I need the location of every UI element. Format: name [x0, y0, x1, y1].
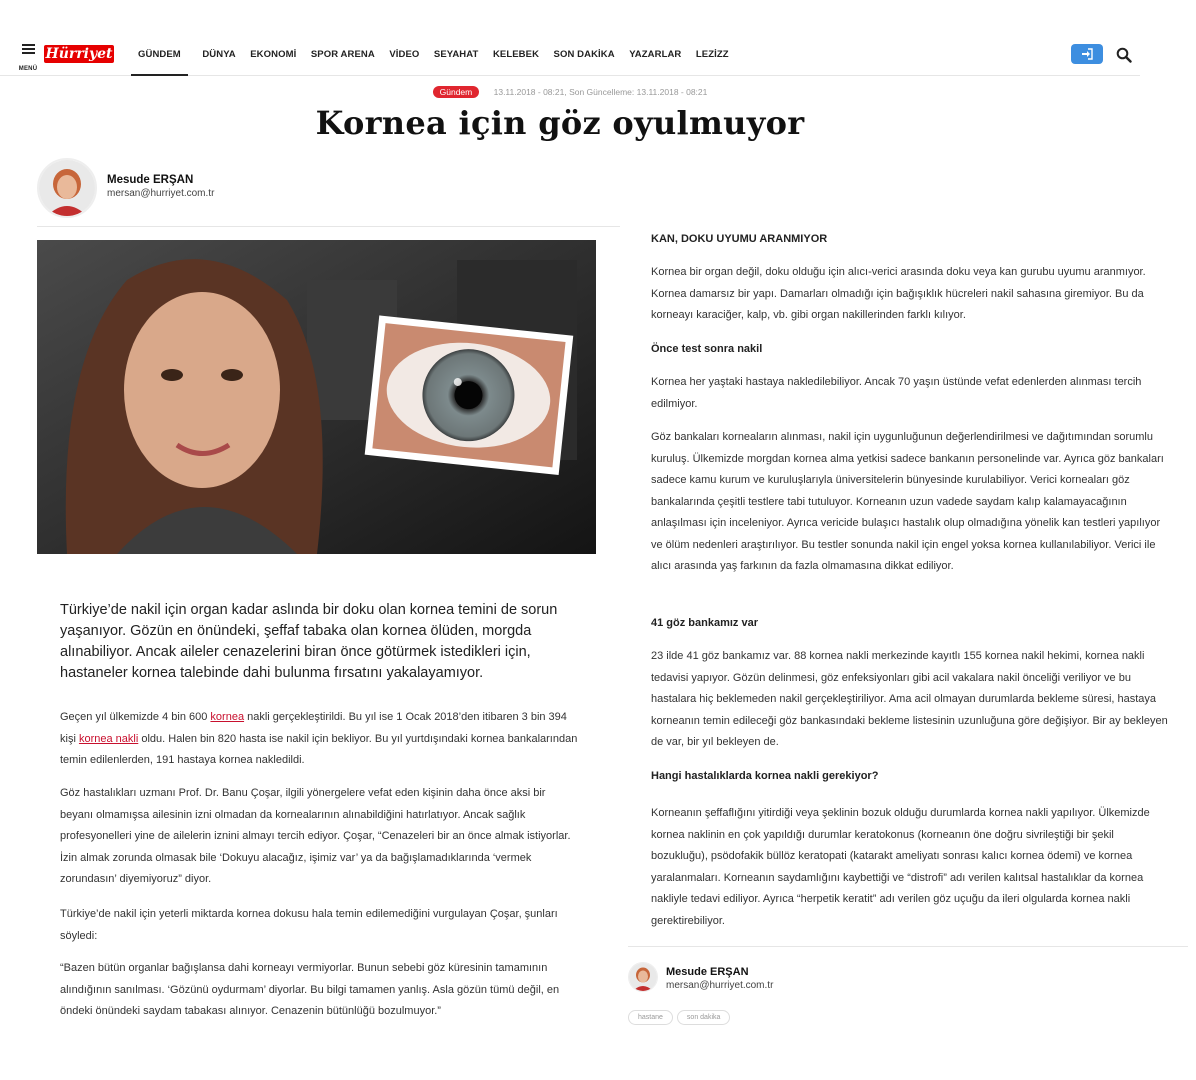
menu-label: MENÜ — [18, 66, 38, 72]
author-email-bottom[interactable]: mersan@hurriyet.com.tr — [666, 980, 774, 991]
nav-item-ekonomi[interactable]: EKONOMİ — [250, 49, 297, 60]
paragraph-4: “Bazen bütün organlar bağışlansa dahi korneayı vermiyorlar. Bunun sebebi göz küresinin tamamının alındığının sanılması. ‘Gözünü oydurmam’ diyorlar. Bu bilgi tamamen yanlış. Asla gözün tümü değil, en öndeki önündeki saydam tabakası alınıyor. Cenazenin bütünlüğü bozulmuyor.” — [60, 962, 560, 1017]
eye-doctor-photo — [37, 240, 596, 554]
menu-button[interactable] — [17, 44, 39, 75]
search-icon[interactable] — [1116, 47, 1132, 63]
right-paragraph-2: Kornea her yaştaki hastaya nakledilebiliyor. Ancak 70 yaşın üstünde vefat edenlerden alınması tercih edilmiyor. — [651, 376, 1142, 410]
paragraph-3: Türkiye’de nakil için yeterli miktarda kornea dokusu hala temin edilemediğini vurgulayan Çoşar, şunları söyledi: — [60, 908, 558, 942]
author-email[interactable]: mersan@hurriyet.com.tr — [107, 188, 215, 199]
tag-list — [628, 1010, 734, 1025]
author-avatar[interactable] — [37, 158, 97, 218]
right-paragraph-3: Göz bankaları korneaların alınması, nakil için uygunluğunun değerlendirilmesi ve dağıtımından sorumlu kuruluş. Ülkemizde morgdan kornea alma yetkisi sadece bankanın personelinde var. Ayrıca göz bankaları sadece kamu kurum ve kuruluşlarıyla üniversitelerin bünyesinde kurulabiliyor. Verici korneaları göz bankalarında çeşitli testlere tabi tutuluyor. Korneanın uzun vadede saydam kalıp kalamayacağının anlaşılması için inceleniyor. Ayrıca vericide bulaşıcı hastalık olup olmadığına yönelik kan testleri yapılıyor ve ölüm nedenleri araştırılıyor. Bu testler sonunda nakil için engel yoksa kornea kullanılabiliyor. Verici ile alıcı arasında yaş farkının da fazla olmamasına dikkat ediliyor. — [651, 431, 1164, 572]
subheading-once-test: Önce test sonra nakil — [651, 343, 763, 355]
author-box-bottom — [628, 960, 928, 996]
nav-item-lezizz[interactable]: LEZİZZ — [695, 49, 729, 60]
paragraph-1-text-a: Geçen yıl ülkemizde 4 bin 600 — [60, 711, 211, 723]
article-title: Kornea için göz oyulmuyor — [315, 104, 805, 142]
subheading-41-goz: 41 göz bankamız var — [651, 617, 758, 629]
site-header — [0, 0, 1140, 76]
author-name-bottom[interactable]: Mesude ERŞAN — [666, 966, 749, 978]
right-paragraph-4: 23 ilde 41 göz bankamız var. 88 kornea nakli merkezinde kayıtlı 155 kornea nakil hekimi, kornea nakli tedavisi yapıyor. Gözün delinmesi, göz enfeksiyonları gibi acil vakalara nakil önceliği veriliyor ve bu hastalara hiç beklemeden nakil gerçekleştiriliyor. Ama acil olmayan durumlarda bekleme süresi, hastaya korneanın temin edileceği göz bankasındaki bekleme listesinin uzunluğuna göre değişiyor. Bir ay bekleyen de var, bir yıl bekleyen de. — [651, 650, 1168, 748]
nav-item-son-dakika[interactable]: SON DAKİKA — [553, 49, 615, 60]
article-meta — [0, 86, 1140, 98]
author-avatar-small[interactable] — [628, 962, 658, 992]
nav-item-spor-arena[interactable]: SPOR ARENA — [310, 49, 375, 60]
link-kornea[interactable]: kornea — [210, 711, 245, 723]
article-dates: 13.11.2018 - 08:21, Son Güncelleme: 13.11.2018 - 08:21 — [493, 87, 708, 97]
tag-hastane[interactable]: hastane — [628, 1010, 673, 1025]
author-box — [37, 158, 620, 227]
login-button[interactable] — [1071, 44, 1103, 64]
right-paragraph-5: Korneanın şeffaflığını yitirdiği veya şeklinin bozuk olduğu durumlarda kornea nakli yapılıyor. Ülkemizde kornea naklinin en çok yapıldığı durumlar keratokonus (korneanın öne doğru sivrileştiği bir şekil bozukluğu), psödofakik büllöz keratopati (katarakt ameliyatı sonrası kalıcı kornea ödemi) ve kornea yaralanmaları. Korneanın saydamlığını kaybettiği ve “distrofi” adı verilen kalıtsal hastalıklar da kornea nakliyle tedavi ediliyor. Ayrıca “herpetik keratit” adı verilen göz uçuğu da ileri olgularda kornea nakli gerektirebiliyor. — [651, 807, 1150, 927]
paragraph-1-text-c: oldu. Halen bin 820 hasta ise nakil için bekliyor. Bu yıl yurtdışındaki kornea bankalarından temin edilenlerden, 191 hastaya kornea nakledildi. — [60, 732, 578, 766]
nav-item-video[interactable]: VİDEO — [389, 49, 420, 60]
paragraph-1-text-b: nakli gerçekleştirildi. Bu yıl ise 1 Ocak 2018’den itibaren 3 bin 394 kişi — [60, 711, 567, 745]
main-nav — [131, 36, 743, 76]
subheading-hangi-hastaliklar: Hangi hastalıklarda kornea nakli gerekiyor? — [651, 770, 879, 782]
site-logo[interactable]: Hürriyet — [45, 46, 113, 62]
sign-in-icon — [1081, 48, 1093, 60]
author-name[interactable]: Mesude ERŞAN — [107, 174, 194, 186]
link-kornea-nakli[interactable]: kornea nakli — [78, 732, 139, 745]
tag-son-dakika[interactable]: son dakika — [677, 1010, 730, 1025]
nav-item-gundem[interactable]: GÜNDEM — [131, 36, 188, 76]
author-portrait-icon — [39, 160, 95, 216]
right-paragraph-1: Kornea bir organ değil, doku olduğu için alıcı-verici arasında doku veya kan gurubu uyumu aranmıyor. Kornea damarsız bir yapı. Damarları olmadığı için bağışıklık hücreleri nakil sahasına giremiyor. Bu da korneayı karaciğer, kalp, vb. gibi organ nakillerinden farklı kılıyor. — [651, 266, 1146, 321]
article-lead: Türkiye’de nakil için organ kadar aslında bir doku olan kornea temini de sorun yaşanıyor. Gözün en önündeki, şeffaf tabaka olan kornea ölüden, morgda alınabiliyor. Ancak aileler cenazelerini biran önce götürmek istedikleri için, hastaneler kornea talebinde dahi bulunma fırsatını yakalayamıyor. — [60, 602, 558, 681]
hamburger-icon — [22, 44, 35, 54]
hero-image — [37, 240, 596, 554]
divider — [628, 946, 1188, 947]
nav-item-seyahat[interactable]: SEYAHAT — [433, 49, 479, 60]
paragraph-1 — [60, 707, 580, 772]
nav-item-yazarlar[interactable]: YAZARLAR — [629, 49, 682, 60]
paragraph-2: Göz hastalıkları uzmanı Prof. Dr. Banu Çoşar, ilgili yönergelere vefat eden kişinin daha önce aksi bir beyanı olmamışsa ailesinin izni olmadan da kornealarının alınabildiğini hatırlatıyor. Ancak sağlık profesyonelleri yine de ailelerin iznini almayı tercih ediyor. Çoşar, “Cenazeleri bir an önce almak istiyorlar. İzin almak zorunda olmasak bile ‘Dokuyu alacağız, işimiz var’ ya da bağışlamadıklarında ‘vermek zorundasın’ diyemiyoruz” diyor. — [60, 787, 571, 885]
nav-item-kelebek[interactable]: KELEBEK — [492, 49, 540, 60]
subheading-kan-doku: KAN, DOKU UYUMU ARANMIYOR — [651, 233, 828, 245]
nav-item-dunya[interactable]: DÜNYA — [202, 49, 236, 60]
author-portrait-small-icon — [629, 963, 657, 991]
category-badge[interactable]: Gündem — [433, 86, 480, 98]
